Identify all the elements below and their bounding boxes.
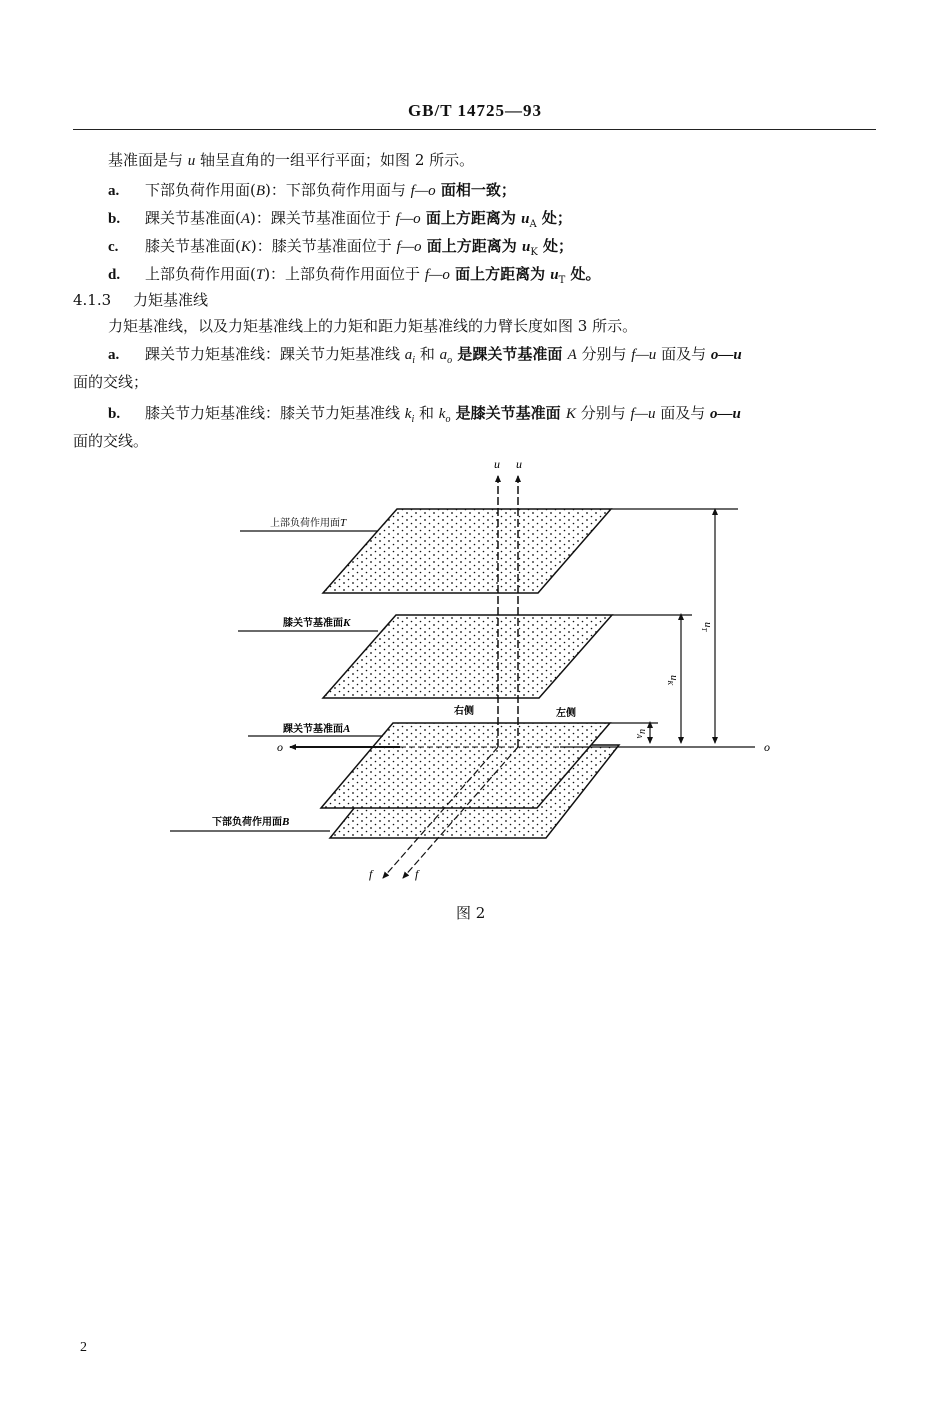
item-sub: o bbox=[447, 355, 453, 366]
page-number: 2 bbox=[80, 1340, 87, 1355]
item-text: 和 bbox=[414, 404, 439, 422]
p1-prefix: 基准面是与 bbox=[108, 151, 188, 169]
label-o-right: o bbox=[764, 740, 770, 754]
label-dim-uA-var: u bbox=[637, 729, 648, 734]
item-var: u bbox=[521, 211, 530, 227]
standard-code-header: GB/T 14725—93 bbox=[407, 101, 543, 120]
item-label: c. bbox=[108, 239, 119, 255]
item-text: 面及与 bbox=[655, 404, 711, 422]
item-sub: A bbox=[529, 219, 537, 230]
item-var: k bbox=[438, 406, 446, 422]
label-plane-A bbox=[282, 722, 350, 735]
label-plane-T-text: 上部负荷作用面 bbox=[270, 518, 340, 529]
paragraph-moment-lines: 力矩基准线，以及力矩基准线上的力矩和距力矩基准线的力臂长度如图 3 所示。 bbox=[108, 317, 638, 335]
item-text: 分别与 bbox=[576, 345, 632, 363]
item-var: k bbox=[404, 406, 412, 422]
item-text: 分别与 bbox=[575, 404, 631, 422]
item-text: 面上方距离为 bbox=[421, 237, 522, 255]
item-var: f—o bbox=[424, 267, 450, 283]
label-plane-K bbox=[283, 616, 351, 629]
item-text: 处； bbox=[536, 209, 572, 227]
label-plane-K-var: K bbox=[343, 617, 351, 629]
item-var: u bbox=[550, 267, 559, 283]
svg-text:uK bbox=[666, 675, 680, 686]
item-sub: i bbox=[412, 355, 416, 366]
label-plane-T bbox=[270, 516, 347, 529]
label-dim-uT bbox=[700, 622, 714, 633]
label-u-right-side: u bbox=[494, 457, 500, 471]
label-dim-uK-sub: K bbox=[666, 680, 674, 686]
label-plane-K-text: 膝关节基准面 bbox=[283, 618, 343, 629]
item-text: 面上方距离为 bbox=[420, 209, 522, 227]
label-right-side: 右侧 bbox=[454, 706, 474, 717]
item-label: a. bbox=[108, 183, 120, 199]
item-sub: o bbox=[445, 414, 451, 425]
item-text: 下部负荷作用面( bbox=[145, 181, 256, 199]
item-text: 面及与 bbox=[656, 345, 711, 363]
plane-T bbox=[323, 509, 611, 593]
label-u-left-side: u bbox=[516, 457, 522, 471]
item-sub: i bbox=[411, 414, 415, 425]
item-var: f—o bbox=[396, 239, 422, 255]
label-plane-B bbox=[212, 815, 289, 828]
label-plane-T-var: T bbox=[340, 517, 347, 529]
label-plane-A-var: A bbox=[343, 723, 351, 735]
section-title: 力矩基准线 bbox=[133, 291, 209, 309]
item-var: K bbox=[240, 239, 251, 255]
item-var: B bbox=[255, 183, 266, 199]
label-plane-A-text: 踝关节基准面 bbox=[283, 724, 343, 735]
item-text: )：膝关节基准面位于 bbox=[250, 237, 397, 255]
label-dim-uT-var: u bbox=[702, 622, 714, 628]
item-label: d. bbox=[108, 267, 121, 283]
item-text: 处。 bbox=[565, 265, 601, 283]
item-text: )：上部负荷作用面位于 bbox=[264, 265, 425, 283]
item-var: A bbox=[567, 347, 577, 363]
list-item-moment-a-cont: 面的交线； bbox=[73, 373, 149, 391]
item-var: f—u bbox=[631, 347, 657, 363]
section-number: 4.1.3 bbox=[73, 291, 112, 309]
svg-text:uA bbox=[635, 729, 648, 739]
label-dim-uA bbox=[635, 729, 648, 739]
item-label: b. bbox=[108, 211, 121, 227]
item-text: 踝关节力矩基准线：踝关节力矩基准线 bbox=[145, 345, 405, 363]
item-text: 是踝关节基准面 bbox=[452, 345, 568, 363]
item-text: 膝关节基准面( bbox=[145, 237, 241, 255]
label-dim-uT-sub: T bbox=[700, 627, 708, 632]
item-var: o—u bbox=[710, 406, 741, 422]
item-var: f—o bbox=[395, 211, 421, 227]
item-sub: T bbox=[558, 275, 566, 286]
label-dim-uA-sub: A bbox=[635, 734, 643, 739]
list-item-moment-b-cont: 面的交线。 bbox=[73, 432, 149, 450]
item-label: a. bbox=[108, 347, 120, 363]
item-text: 踝关节基准面( bbox=[145, 209, 241, 227]
label-left-side: 左侧 bbox=[556, 708, 576, 719]
item-text: 上部负荷作用面( bbox=[145, 265, 256, 283]
item-var: u bbox=[521, 239, 531, 255]
item-text: 是膝关节基准面 bbox=[450, 404, 566, 422]
item-var: f—u bbox=[630, 406, 656, 422]
item-var: K bbox=[565, 406, 576, 422]
item-text: )：下部负荷作用面与 bbox=[265, 181, 411, 199]
plane-K bbox=[323, 615, 612, 698]
svg-text:uT bbox=[700, 622, 714, 633]
item-text: 和 bbox=[415, 345, 440, 363]
label-plane-B-text: 下部负荷作用面 bbox=[212, 817, 282, 828]
item-var: a bbox=[439, 347, 448, 363]
item-text: )：踝关节基准面位于 bbox=[250, 209, 396, 227]
label-dim-uK bbox=[666, 675, 680, 686]
item-label: b. bbox=[108, 406, 121, 422]
item-text: 膝关节力矩基准线：膝关节力矩基准线 bbox=[145, 404, 405, 422]
label-plane-B-var: B bbox=[282, 816, 290, 828]
item-text: 面上方距离为 bbox=[449, 265, 551, 283]
item-var: T bbox=[255, 267, 265, 283]
item-var: a bbox=[404, 347, 413, 363]
figure-caption: 图 2 bbox=[456, 904, 486, 922]
item-var: o—u bbox=[710, 347, 742, 363]
item-sub: K bbox=[530, 247, 538, 258]
label-o-left: o bbox=[277, 740, 283, 754]
item-text: 面相一致； bbox=[435, 181, 516, 199]
item-text: 处； bbox=[537, 237, 574, 255]
item-var: f—o bbox=[410, 183, 436, 199]
item-var: A bbox=[240, 211, 251, 227]
p1-suffix: 轴呈直角的一组平行平面；如图 2 所示。 bbox=[195, 151, 475, 169]
label-dim-uK-var: u bbox=[668, 675, 680, 681]
label-f-left-side: f bbox=[415, 867, 419, 881]
p1-var: u bbox=[187, 153, 196, 169]
label-f-right-side: f bbox=[369, 867, 373, 881]
